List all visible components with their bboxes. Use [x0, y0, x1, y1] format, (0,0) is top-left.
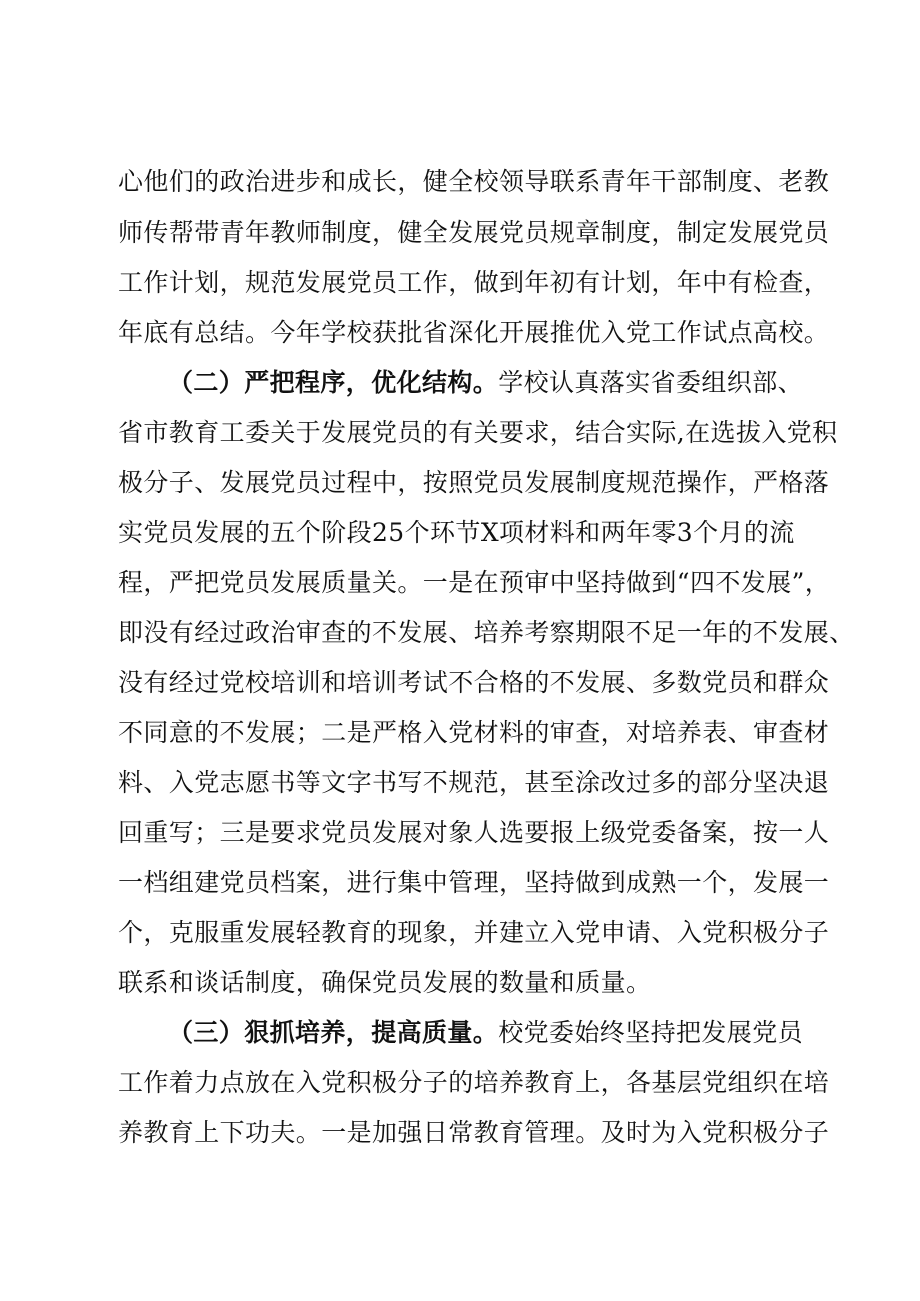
- paragraph-line: 养教育上下功夫。一是加强日常教育管理。及时为入党积极分子: [118, 1118, 830, 1147]
- paragraph-line: 省市教育工委关于发展党员的有关要求，结合实际,在选拔入党积: [118, 418, 838, 447]
- paragraph-line: 程，严把党员发展质量关。一是在预审中坚持做到“四不发展”，: [118, 568, 831, 597]
- paragraph-line: 一档组建党员档案，进行集中管理，坚持做到成熟一个，发展一: [118, 868, 830, 897]
- paragraph-line: 个，克服重发展轻教育的现象，并建立入党申请、入党积极分子: [118, 918, 830, 947]
- section-heading-line: [168, 1016, 803, 1050]
- paragraph-line: 没有经过党校培训和培训考试不合格的不发展、多数党员和群众: [118, 668, 830, 697]
- section-heading-3: （三）狠抓培养，提高质量。: [168, 1018, 499, 1047]
- paragraph-line: 即没有经过政治审查的不发展、培养考察期限不足一年的不发展、: [118, 618, 855, 647]
- paragraph-line: 联系和谈话制度，确保党员发展的数量和质量。: [118, 968, 652, 997]
- paragraph-line: 回重写；三是要求党员发展对象人选要报上级党委备案，按一人: [118, 818, 830, 847]
- section-heading-line: [168, 366, 803, 400]
- paragraph-line: 工作着力点放在入党积极分子的培养教育上，各基层党组织在培: [118, 1068, 830, 1097]
- paragraph-line: 师传帮带青年教师制度，健全发展党员规章制度，制定发展党员: [118, 218, 830, 247]
- paragraph-line: 心他们的政治进步和成长，健全校领导联系青年干部制度、老教: [118, 167, 830, 196]
- paragraph-line: 极分子、发展党员过程中，按照党员发展制度规范操作，严格落: [118, 468, 830, 497]
- paragraph-line: 料、入党志愿书等文字书写不规范，甚至涂改过多的部分坚决退: [118, 768, 830, 797]
- paragraph-line: 不同意的不发展；二是严格入党材料的审查，对培养表、审查材: [118, 718, 830, 747]
- paragraph-text: 校党委始终坚持把发展党员: [498, 1018, 804, 1047]
- paragraph-line: 年底有总结。今年学校获批省深化开展推优入党工作试点高校。: [118, 318, 830, 347]
- paragraph-line: 实党员发展的五个阶段25个环节X项材料和两年零3个月的流: [118, 518, 795, 547]
- paragraph-text: 学校认真落实省委组织部、: [498, 368, 804, 397]
- section-heading-2: （二）严把程序，优化结构。: [168, 368, 499, 397]
- paragraph-line: 工作计划，规范发展党员工作，做到年初有计划，年中有检查，: [118, 268, 830, 297]
